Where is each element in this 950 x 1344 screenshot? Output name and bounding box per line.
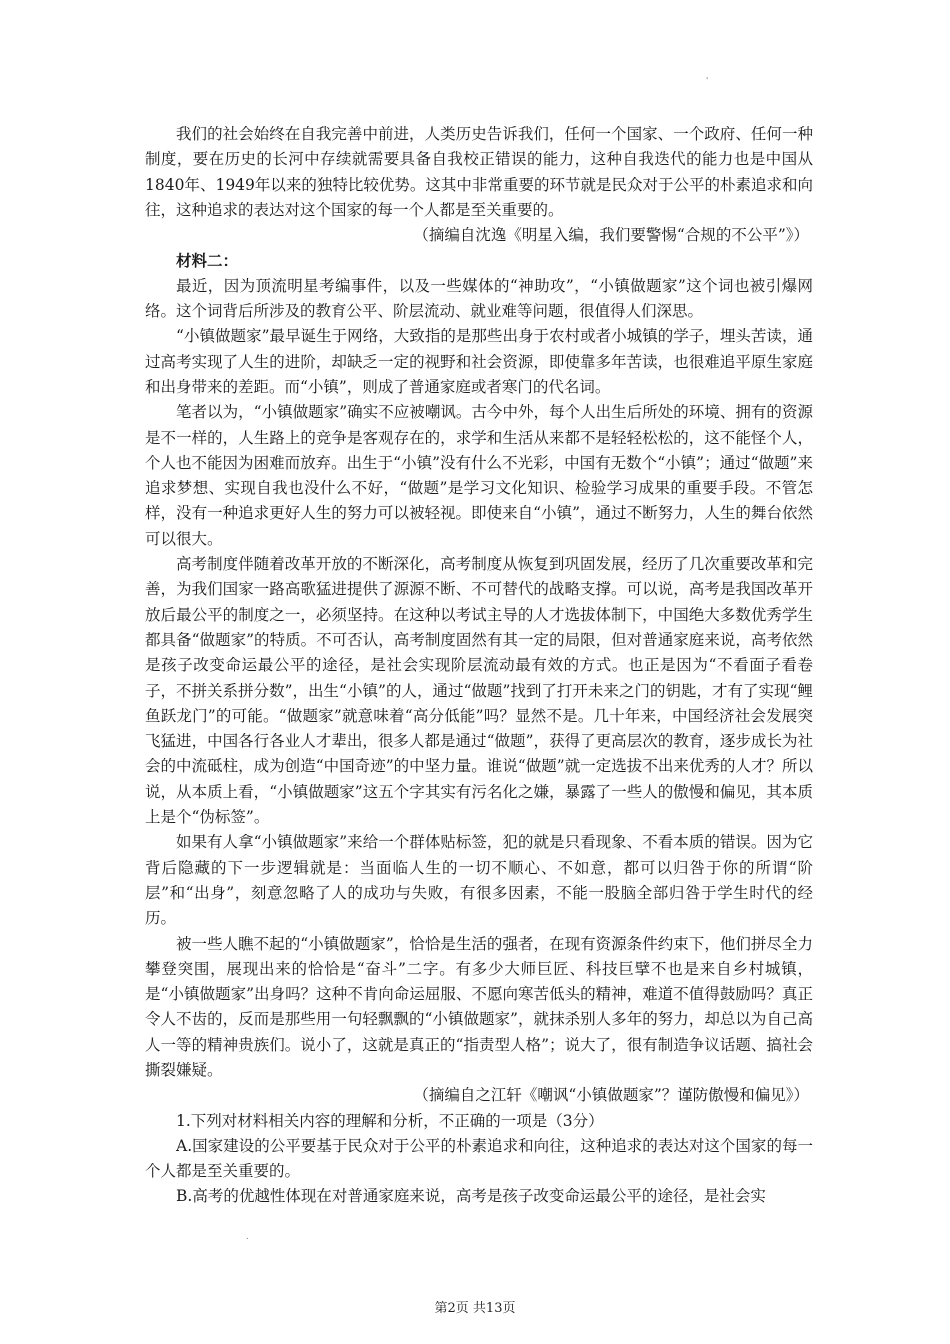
scan-mark-bottom: .	[246, 1232, 249, 1241]
source-citation-1: （摘编自沈逸《明星入编，我们要警惕“合规的不公平”》）	[413, 226, 809, 245]
paragraph-6: 如果有人拿“小镇做题家”来给一个群体贴标签，犯的就是只看现象、不看本质的错误。因为它背后隐藏的下一步逻辑就是：当面临人生的一切不顺心、不如意，都可以归咎于你的所谓“阶层”和“出身”，刻意忽略了人的成功与失败，有很多因素，不能一股脑全部归咎于学生时代的经历。	[145, 833, 813, 928]
document-body	[145, 122, 813, 1210]
paragraph-3: “小镇做题家”最早诞生于网络，大致指的是那些出身于农村或者小城镇的学子，埋头苦读，通过高考实现了人生的进阶，却缺乏一定的视野和社会资源，即使靠多年苦读，也很难追平原生家庭和出身带来的差距。而“小镇”，则成了普通家庭或者寒门的代名词。	[145, 327, 813, 396]
paragraph-2: 最近，因为顶流明星考编事件，以及一些媒体的“神助攻”，“小镇做题家”这个词也被引爆网络。这个词背后所涉及的教育公平、阶层流动、就业难等问题，很值得人们深思。	[145, 276, 813, 321]
paragraph-1: 我们的社会始终在自我完善中前进，人类历史告诉我们，任何一个国家、一个政府、任何一种制度，要在历史的长河中存续就需要具备自我校正错误的能力，这种自我迭代的能力也是中国从1840年、1949年以来的独特比较优势。这其中非常重要的环节就是民众对于公平的朴素追求和向往，这种追求的表达对这个国家的每一个人都是至关重要的。	[145, 125, 813, 219]
option-b: B.高考的优越性体现在对普通家庭来说，高考是孩子改变命运最公平的途径，是社会实	[176, 1187, 766, 1206]
paragraph-4: 笔者以为，“小镇做题家”确实不应被嘲讽。古今中外，每个人出生后所处的环境、拥有的资源是不一样的，人生路上的竞争是客观存在的，求学和生活从来都不是轻轻松松的，这不能怪个人，个人也不能因为困难而放弃。出生于“小镇”没有什么不光彩，中国有无数个“小镇”；通过“做题”来追求梦想、实现自我也没什么不好，“做题”是学习文化知识、检验学习成果的重要手段。不管怎样，没有一种追求更好人生的努力可以被轻视。即使来自“小镇”，通过不断努力，人生的舞台依然可以很大。	[145, 403, 813, 548]
question-1: 1.下列对材料相关内容的理解和分析，不正确的一项是（3分）	[176, 1111, 604, 1130]
source-citation-2: （摘编自之江轩《嘲讽“小镇做题家”？谨防傲慢和偏见》）	[413, 1086, 809, 1105]
option-a: A.国家建设的公平要基于民众对于公平的朴素追求和向往，这种追求的表达对这个国家的每一个人都是至关重要的。	[145, 1136, 813, 1181]
paragraph-5: 高考制度伴随着改革开放的不断深化，高考制度从恢复到巩固发展，经历了几次重要改革和完善，为我们国家一路高歌猛进提供了源源不断、不可替代的战略支撑。可以说，高考是我国改革开放后最公平的制度之一，必须坚持。在这种以考试主导的人才选拔体制下，中国绝大多数优秀学生都具备“做题家”的特质。不可否认，高考制度固然有其一定的局限，但对普通家庭来说，高考依然是孩子改变命运最公平的途径，是社会实现阶层流动最有效的方式。也正是因为“不看面子看卷子，不拼关系拼分数”，出生“小镇”的人，通过“做题”找到了打开未来之门的钥匙，才有了实现“鲤鱼跃龙门”的可能。“做题家”就意味着“高分低能”吗？显然不是。几十年来，中国经济社会发展突飞猛进，中国各行各业人才辈出，很多人都是通过“做题”，获得了更高层次的教育，逐步成长为社会的中流砥柱，成为创造“中国奇迹”的中坚力量。谁说“做题”就一定选拔不出来优秀的人才？所以说，从本质上看，“小镇做题家”这五个字其实有污名化之嫌，暴露了一些人的傲慢和偏见，其本质上是个“伪标签”。	[145, 555, 813, 827]
scan-mark-top: '	[706, 76, 709, 85]
material-two-heading: 材料二：	[176, 251, 239, 271]
page-footer: 第2页 共13页	[434, 1301, 516, 1316]
paragraph-7: 被一些人瞧不起的“小镇做题家”，恰恰是生活的强者，在现有资源条件约束下，他们拼尽全力攀登突围，展现出来的恰恰是“奋斗”二字。有多少大师巨匠、科技巨擘不也是来自乡村城镇，是“小镇做题家”出身吗？这种不肯向命运屈服、不愿向寒苦低头的精神，难道不值得鼓励吗？真正令人不齿的，反而是那些用一句轻飘飘的“小镇做题家”，就抹杀别人多年的努力，却总以为自己高人一等的精神贵族们。说小了，这就是真正的“指责型人格”；说大了，很有制造争议话题、搞社会撕裂嫌疑。	[145, 934, 813, 1079]
